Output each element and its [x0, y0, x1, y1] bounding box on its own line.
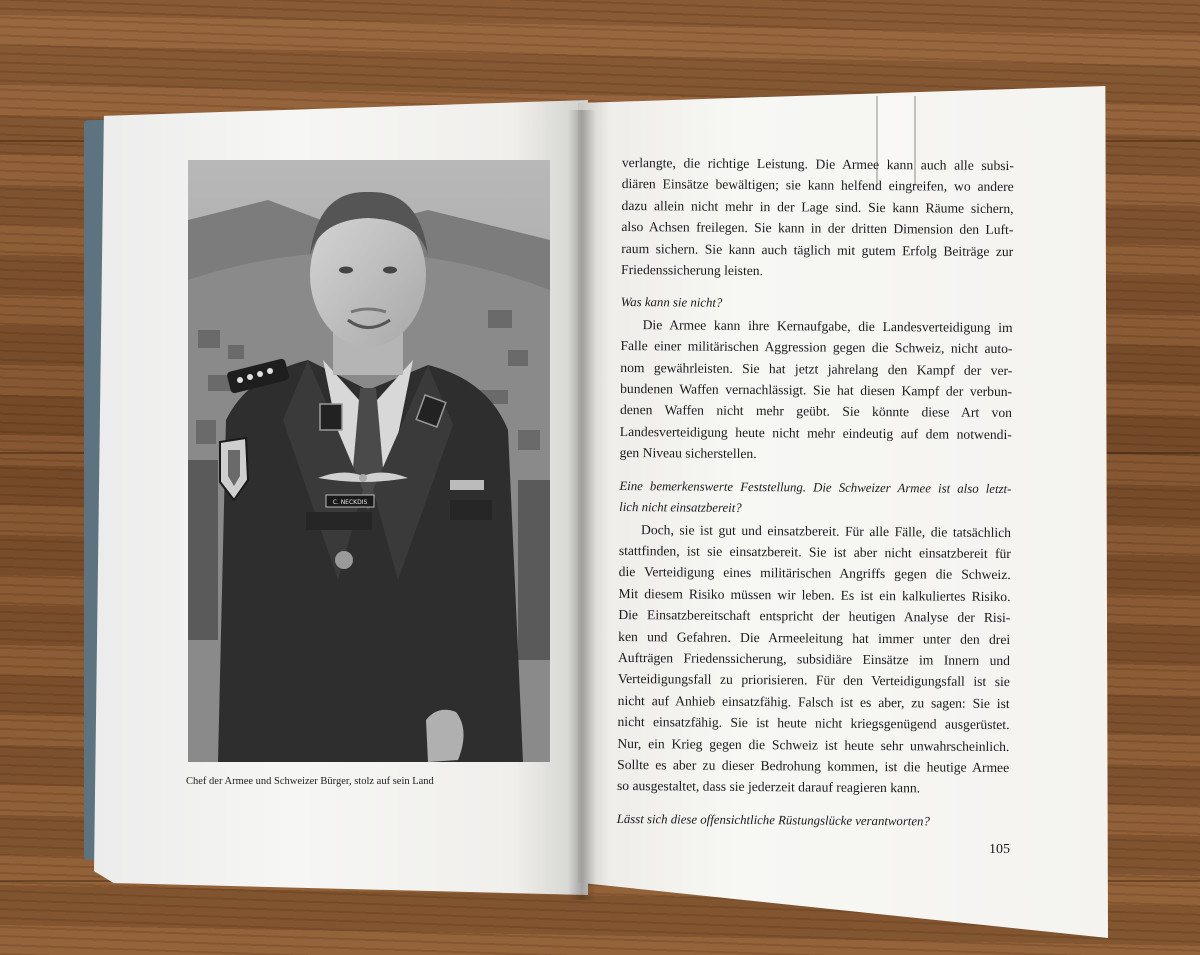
text-line: nicht einsatzfähig. Sie ist heute nicht kriegsgenügend ausgerüstet. — [617, 714, 1010, 733]
text-line: Die Einsatzbereitschaft entspricht der heutigen Analyse der Risi- — [618, 607, 1011, 626]
answer-paragraph — [621, 152, 1014, 284]
text-line: dazu allein nicht mehr in der Lage sind. Sie kann Räume sichern, — [621, 197, 1014, 216]
text-line: Friedenssicherung leisten. — [621, 262, 764, 279]
text-line: so ausgestaltet, dass sie jederzeit darauf reagieren kann. — [616, 778, 921, 796]
portrait-illustration — [188, 160, 550, 762]
page-text — [617, 152, 1014, 833]
ribbon-bar — [450, 480, 484, 490]
answer-paragraph — [617, 518, 1011, 799]
portrait-photo — [188, 160, 550, 762]
text-line: verlangte, die richtige Leistung. Die Armee kann auch alle subsi- — [621, 154, 1014, 174]
text-line: Verteidigungsfall zu priorisieren. Für den Verteidigungsfall ist sie — [617, 671, 1010, 690]
interview-question — [617, 809, 1009, 833]
interview-question — [619, 476, 1011, 522]
text-line: Doch, sie ist gut und einsatzbereit. Für alle Fälle, die tatsächlich — [640, 521, 1012, 540]
text-line: Nur, ein Krieg gegen die Schweiz ist heute sehr unwahrscheinlich. — [617, 735, 1010, 754]
text-line: Sollte es aber zu dieser Bedrohung kommen, ist die heutige Armee — [617, 756, 1010, 776]
photo-caption: Chef der Armee und Schweizer Bürger, stolz auf sein Land — [186, 776, 434, 787]
name-tag-text: C. NECKDIS — [332, 499, 368, 506]
text-line: also Achsen freilegen. Sie kann in der dritten Dimension den Luft- — [621, 219, 1014, 238]
text-line: lich nicht einsatzbereit? — [619, 500, 742, 516]
text-line: denen Waffen nicht mehr geübt. Sie könnte diese Art von — [619, 402, 1013, 421]
book-gutter — [568, 110, 596, 900]
text-line: gen Niveau sicherstellen. — [619, 445, 757, 462]
text-line: bundenen Waffen vernachlässigt. Sie hat diesen Kampf der verbun- — [620, 381, 1013, 400]
text-line: Aufträgen Friedenssicherung, subsidiäre Einsätze im Innern und — [617, 649, 1011, 669]
text-line: Landesverteidigung heute nicht mehr eindeutig auf dem notwendi- — [619, 423, 1012, 442]
text-line: diären Einsätze bewältigen; sie kann helfend eingreifen, wo andere — [621, 176, 1014, 195]
text-line: Mit diesem Risiko müssen wir leben. Es ist ein kalkuliertes Risiko. — [618, 585, 1011, 604]
collar-insignia-icon — [320, 404, 342, 430]
text-line: Lässt sich diese offensichtliche Rüstungslücke verantworten? — [616, 811, 930, 829]
text-line: Eine bemerkenswerte Feststellung. Die Schweizer Armee ist also letzt- — [619, 478, 1012, 496]
text-line: die Verteidigung eines militärischen Angriffs gegen die Schweiz. — [618, 564, 1011, 583]
text-line: stattfinden, ist sie einsatzbereit. Sie ist aber nicht einsatzbereit für — [618, 542, 1011, 561]
text-line: raum sichern. Sie kann auch täglich mit gutem Erfolg Beiträge zur — [621, 240, 1014, 259]
text-line: nom gewährleisten. Sie hat jetzt jahrelang den Kampf der ver- — [620, 359, 1013, 378]
text-line: nicht auf Anhieb einsatzfähig. Falsch ist es aber, zu sagen: Sie ist — [617, 692, 1010, 711]
text-line: Was kann sie nicht? — [620, 295, 723, 311]
page-number: 105 — [989, 842, 1010, 857]
interview-question — [621, 292, 1013, 316]
text-line: Falle einer militärischen Aggression gegen die Schweiz, nicht auto- — [620, 338, 1013, 357]
answer-paragraph — [620, 314, 1013, 467]
text-line: Die Armee kann ihre Kernaufgabe, die Landesverteidigung im — [642, 317, 1013, 335]
text-line: ken und Gefahren. Die Armeeleitung hat immer unter den drei — [618, 628, 1011, 647]
